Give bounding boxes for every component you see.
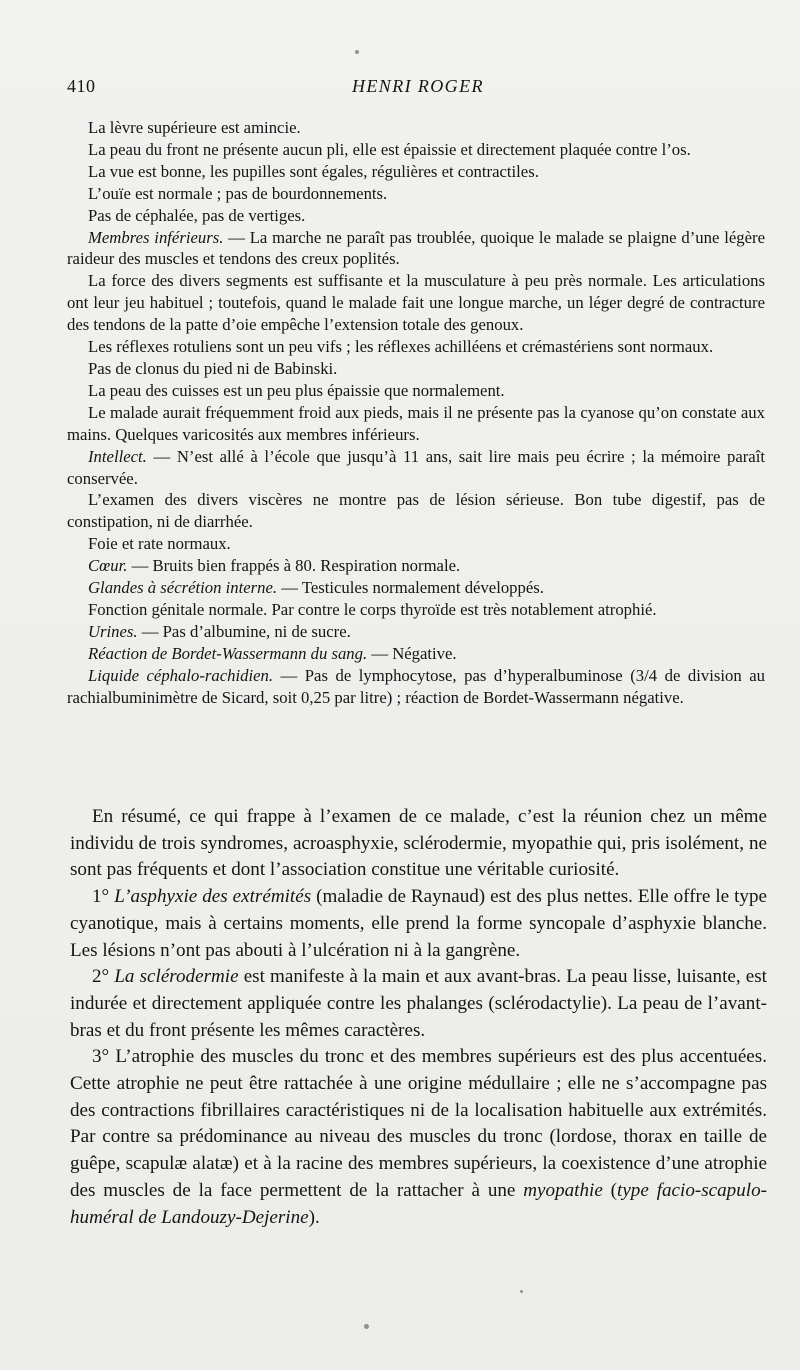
case-report-section <box>67 117 765 708</box>
case-report-paragraph <box>67 533 765 555</box>
summary-asphyxia-number: 1° <box>92 886 110 908</box>
case-report-text: — N’est allé à l’école que jusqu’à 11 ans, sait lire mais peu écrire ; la mémoire paraît conservée. <box>67 446 765 488</box>
summary-myopathy-paren-open: ( <box>602 1179 618 1201</box>
summary-myopathy-paren-close: ). <box>308 1206 320 1228</box>
case-report-subheading: Liquide céphalo-rachidien. <box>88 665 274 685</box>
case-report-text: Fonction génitale normale. Par contre le corps thyroïde est très notablement atrophié. <box>88 599 657 619</box>
case-report-text: — Négative. <box>367 643 457 663</box>
page-number: 410 <box>67 76 96 96</box>
case-report-paragraph <box>67 621 765 643</box>
summary-section <box>70 804 767 1231</box>
summary-paragraph-overview <box>70 804 767 884</box>
case-report-text: La vue est bonne, les pupilles sont égales, régulières et contractiles. <box>88 161 539 181</box>
case-report-paragraph <box>67 643 765 665</box>
summary-scleroderma-lead: La sclérodermie <box>114 966 239 988</box>
case-report-text: Foie et rate normaux. <box>88 534 231 554</box>
case-report-subheading: Glandes à sécrétion interne. <box>88 578 278 598</box>
case-report-text: Les réflexes rotuliens sont un peu vifs ; les réflexes achilléens et crémastériens sont normaux. <box>88 337 714 357</box>
summary-scleroderma-text: est manifeste à la main et aux avant-bras. La peau lisse, luisante, est indurée et directement appliquée contre les phalanges (sclérodactylie). La peau de l’avant-bras et du front présente les mêmes caractères. <box>70 966 767 1041</box>
case-report-text: Pas de clonus du pied ni de Babinski. <box>88 358 338 378</box>
case-report-paragraph <box>67 205 765 227</box>
case-report-paragraph <box>67 139 765 161</box>
case-report-text: — La marche ne paraît pas troublée, quoique le malade se plaigne d’une légère raideur des muscles et tendons des creux poplités. <box>67 227 765 269</box>
case-report-text: Pas de céphalée, pas de vertiges. <box>88 205 306 225</box>
case-report-subheading: Intellect. <box>88 446 147 466</box>
summary-asphyxia-lead: L’asphyxie des extrémités <box>114 886 312 908</box>
case-report-paragraph <box>67 336 765 358</box>
summary-scleroderma-number: 2° <box>92 966 110 988</box>
case-report-text: Le malade aurait fréquemment froid aux pieds, mais il ne présente pas la cyanose qu’on constate aux mains. Quelques varicosités aux membres inférieurs. <box>67 402 765 444</box>
case-report-paragraph <box>67 227 765 271</box>
summary-myopathy-type: type facio-scapulo-huméral de Landouzy-Dejerine <box>70 1179 767 1228</box>
case-report-text: La force des divers segments est suffisante et la musculature à peu près normale. Les articulations ont leur jeu habituel ; toutefois, quand le malade fait une longue marche, un léger degré de contracture des tendons de la patte d’oie empêche l’extension totale des genoux. <box>67 271 765 335</box>
case-report-text: La lèvre supérieure est amincie. <box>88 118 301 137</box>
case-report-text: L’examen des divers viscères ne montre pas de lésion sérieuse. Bon tube digestif, pas de constipation, ni de diarrhée. <box>67 490 765 532</box>
case-report-subheading: Réaction de Bordet-Wassermann du sang. <box>88 643 368 663</box>
summary-myopathy-text: 3° L’atrophie des muscles du tronc et des membres supérieurs est des plus accentuées. Cette atrophie ne peut être rattachée à une origine médullaire ; elle ne s’accompagne pas des contractions fibrillaires caractéristiques ni de la localisation habituelle aux extrémités. Par contre sa prédominance au niveau des muscles du tronc (lordose, thorax en taille de guêpe, scapulæ alatæ) et à la racine des membres supérieurs, la coexistence d’une atrophie des muscles de la face permettent de la rattacher à une <box>70 1046 767 1201</box>
case-report-paragraph <box>67 555 765 577</box>
case-report-paragraph <box>67 358 765 380</box>
case-report-text: — Testicules normalement développés. <box>277 578 544 598</box>
case-report-paragraph <box>67 270 765 336</box>
running-head-author: HENRI ROGER <box>352 76 484 96</box>
scan-speck <box>520 1290 523 1293</box>
page-header <box>67 76 767 100</box>
case-report-paragraph <box>67 665 765 709</box>
summary-paragraph-asphyxia <box>70 884 767 964</box>
case-report-paragraph <box>67 577 765 599</box>
case-report-subheading: Membres inférieurs. <box>88 227 224 247</box>
case-report-paragraph <box>67 380 765 402</box>
case-report-paragraph <box>67 599 765 621</box>
case-report-text: La peau des cuisses est un peu plus épaissie que normalement. <box>88 380 505 400</box>
case-report-paragraph <box>67 446 765 490</box>
summary-paragraph-myopathy <box>70 1044 767 1231</box>
summary-myopathy-italic: myopathie <box>523 1179 603 1201</box>
case-report-text: L’ouïe est normale ; pas de bourdonnements. <box>88 183 388 203</box>
scan-speck <box>355 50 359 54</box>
case-report-paragraph <box>67 161 765 183</box>
summary-paragraph-scleroderma <box>70 964 767 1044</box>
scan-speck <box>364 1324 369 1329</box>
case-report-text: La peau du front ne présente aucun pli, elle est épaissie et directement plaquée contre l’os. <box>88 139 691 159</box>
summary-overview-text: En résumé, ce qui frappe à l’examen de ce malade, c’est la réunion chez un même individu de trois syndromes, acroasphyxie, sclérodermie, myopathie qui, pris isolément, ne sont pas fréquents et dont l’association constitue une véritable curiosité. <box>70 806 767 881</box>
case-report-text: — Pas d’albumine, ni de sucre. <box>137 621 351 641</box>
case-report-paragraph <box>67 402 765 446</box>
case-report-text: — Bruits bien frappés à 80. Respiration normale. <box>127 556 461 576</box>
case-report-paragraph <box>67 489 765 533</box>
case-report-subheading: Urines. <box>88 621 138 641</box>
case-report-subheading: Cœur. <box>88 556 128 576</box>
case-report-paragraph <box>67 117 765 139</box>
summary-asphyxia-text: (maladie de Raynaud) est des plus nettes. Elle offre le type cyanotique, mais à certains moments, elle prend la forme syncopale d’asphyxie blanche. Les lésions n’ont pas abouti à l’ulcération ni à la gangrène. <box>70 886 768 961</box>
case-report-paragraph <box>67 183 765 205</box>
case-report-text: — Pas de lymphocytose, pas d’hyperalbuminose (3/4 de division au rachialbuminimètre de Sicard, soit 0,25 par litre) ; réaction de Bordet-Wassermann négative. <box>67 665 765 707</box>
